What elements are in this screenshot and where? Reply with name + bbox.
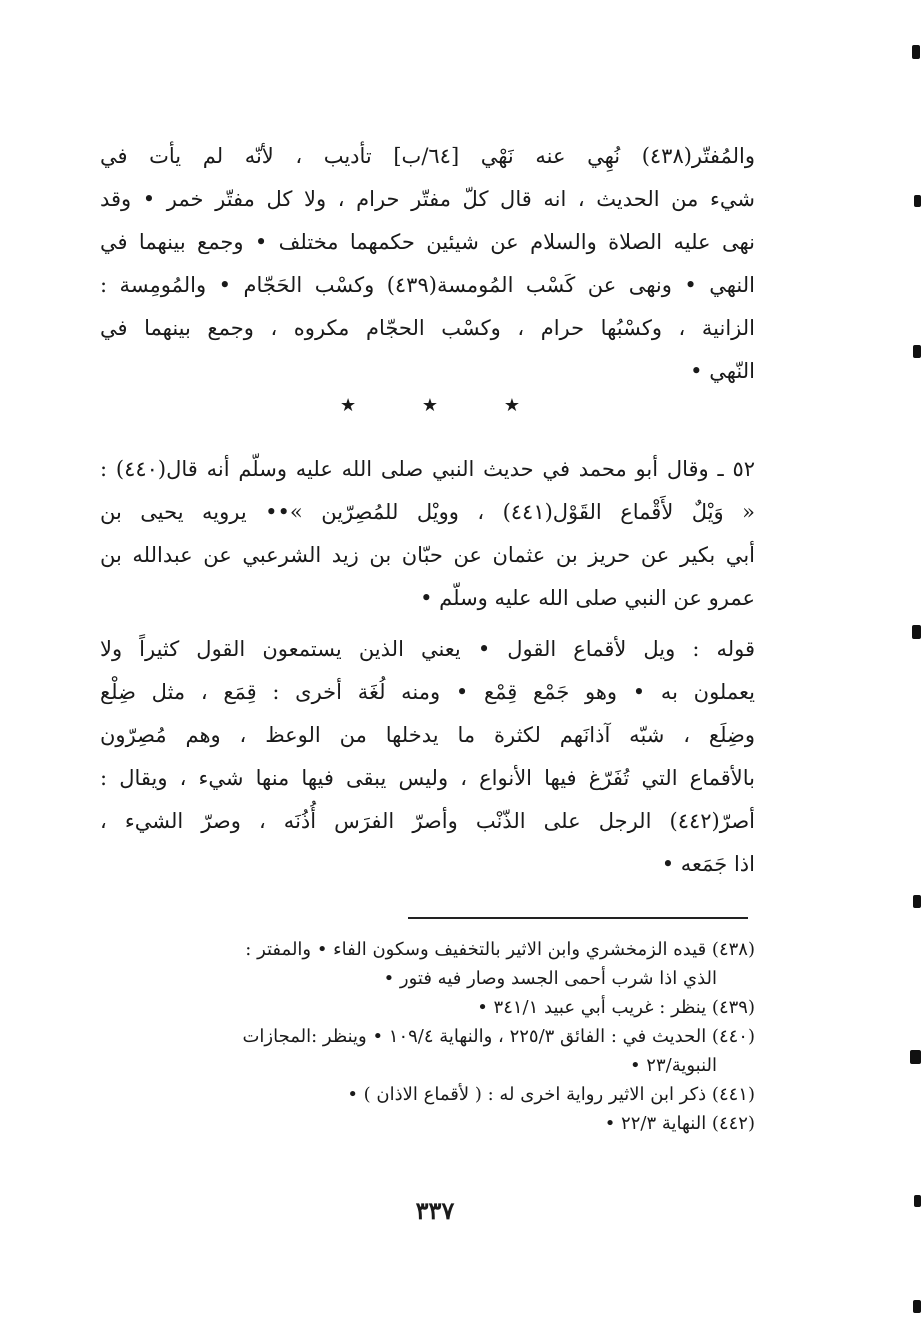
- star-icon: ★: [503, 395, 520, 416]
- page-number: ٣٣٧: [415, 1196, 455, 1225]
- star-icon: ★: [421, 395, 439, 416]
- scan-edge-mark: [910, 1050, 921, 1064]
- footnote-438: (٤٣٨) قيده الزمخشري وابن الاثير بالتخفيف وسكون الفاء • والمفتر :: [245, 939, 755, 960]
- text-line: أصرّ(٤٤٢) الرجل على الذّنْب وأصرّ الفرَس أُذُنَه ، وصرّ الشيء ،: [100, 809, 755, 833]
- text-line: الزانية ، وكسْبُها حرام ، وكسْب الحجّام مكروه ، وجمع بينهما في: [100, 316, 755, 340]
- scan-edge-mark: [912, 625, 921, 639]
- text-line: اذا جَمَعه •: [661, 852, 755, 876]
- text-line: عمرو عن النبي صلى الله عليه وسلّم •: [420, 586, 755, 610]
- footnote-divider: [408, 917, 748, 919]
- text-line: وضِلَع ، شبّه آذانَهم لكثرة ما يدخلها من الوعظ ، وهم مُصِرّون: [100, 723, 755, 747]
- paragraph-3: [100, 628, 755, 886]
- star-icon: ★: [340, 395, 357, 416]
- scan-edge-mark: [913, 1300, 921, 1313]
- text-line: « وَيْلٌ لأَقْماع القَوْل(٤٤١) ، وويْل للمُصِرّين »•• يرويه يحيى بن: [100, 500, 755, 524]
- text-line: ٥٢ ـ وقال أبو محمد في حديث النبي صلى الله عليه وسلّم أنه قال(٤٤٠) :: [100, 457, 755, 481]
- text-line: نهى عليه الصلاة والسلام عن شيئين حكمهما مختلف • وجمع بينهما في: [100, 230, 755, 254]
- text-line: والمُفتّر(٤٣٨) نُهِي عنه نَهْي [٦٤/ب] تأديب ، لأنّه لم يأت في: [100, 144, 755, 168]
- footnote-440: (٤٤٠) الحديث في : الفائق ٢٢٥/٣ ، والنهاية ١٠٩/٤ • وينظر :المجازات: [242, 1026, 755, 1047]
- text-line: النهي • ونهى عن كَسْب المُومسة(٤٣٩) وكسْب الحَجّام • والمُومِسة :: [100, 273, 755, 297]
- footnote-439: (٤٣٩) ينظر : غريب أبي عبيد ٣٤١/١ •: [477, 997, 755, 1018]
- text-line: بالأقماع التي تُفَرّغ فيها الأنواع ، وليس يبقى فيها منها شيء ، ويقال :: [100, 766, 755, 790]
- section-separator: [340, 395, 520, 416]
- paragraph-2: [100, 448, 755, 620]
- text-line: أبي بكير عن حريز بن عثمان عن حبّان بن زيد الشرعبي عن عبدالله بن: [100, 543, 755, 567]
- scan-edge-mark: [913, 895, 921, 908]
- text-line: النّهي •: [690, 359, 755, 383]
- scan-edge-mark: [914, 195, 921, 207]
- scan-edge-mark: [914, 1195, 921, 1207]
- scan-edge-mark: [912, 45, 920, 59]
- scan-edge-mark: [913, 345, 921, 358]
- footnote-441: (٤٤١) ذكر ابن الاثير رواية اخرى له : ( لأقماع الاذان ) •: [347, 1084, 755, 1105]
- text-line: يعملون به • وهو جَمْع قِمْع • ومنه لُغَة أخرى : قِمَع ، مثل ضِلْع: [100, 680, 755, 704]
- footnote-438-cont: الذي اذا شرب أحمى الجسد وصار فيه فتور •: [383, 968, 717, 989]
- footnotes: [100, 935, 755, 1138]
- footnote-440-cont: النبوية/٢٣ •: [629, 1055, 717, 1076]
- footnote-442: (٤٤٢) النهاية ٢٢/٣ •: [604, 1113, 755, 1134]
- text-line: شيء من الحديث ، انه قال كلّ مفتّر حرام ، ولا كل مفتّر خمر • وقد: [100, 187, 755, 211]
- paragraph-1: [100, 135, 755, 393]
- text-line: قوله : ويل لأقماع القول • يعني الذين يستمعون القول كثيراً ولا: [100, 637, 755, 661]
